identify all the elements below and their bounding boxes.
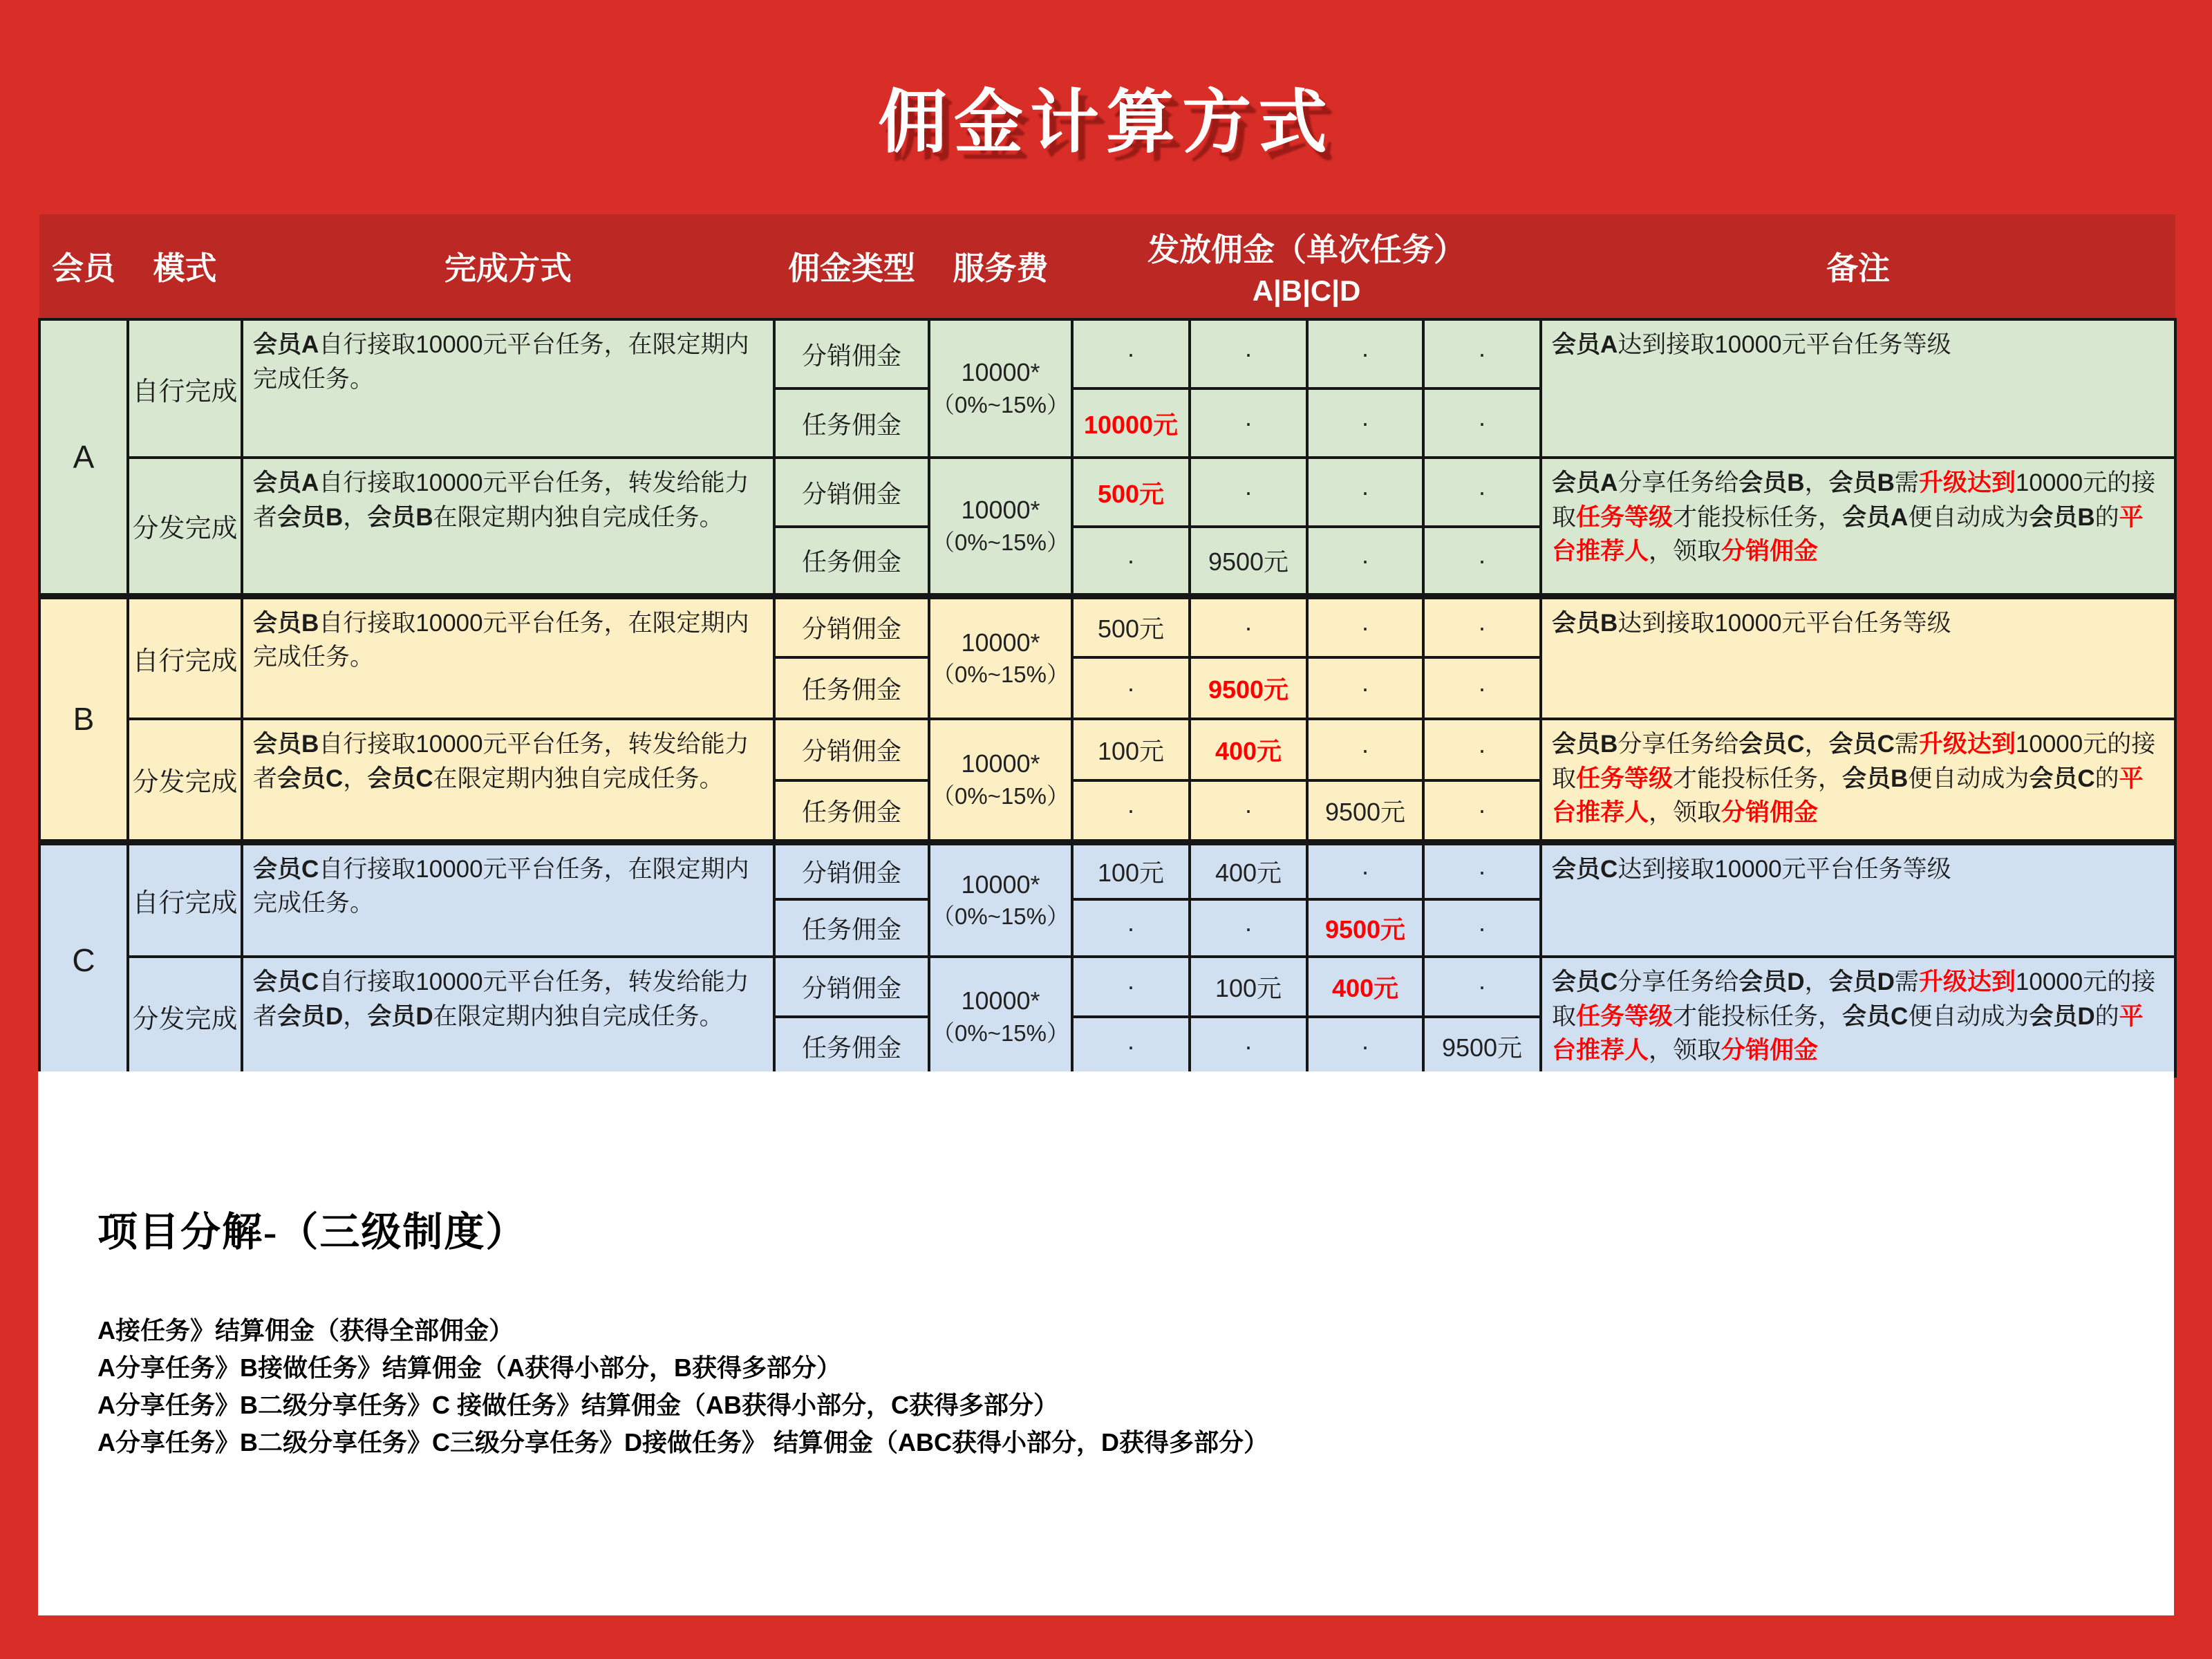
payout-cell-d: · — [1423, 719, 1541, 780]
payout-cell-d: · — [1423, 388, 1541, 458]
breakdown-line: A分享任务》B二级分享任务》C三级分享任务》D接做任务》 结算佣金（ABC获得小部分，D获得多部分） — [97, 1428, 1268, 1456]
service-fee-cell — [929, 842, 1072, 957]
service-fee-cell — [929, 458, 1072, 596]
payout-cell-b: 400元 — [1190, 719, 1307, 780]
payout-cell-d: · — [1423, 842, 1541, 899]
payout-cell-a: · — [1072, 527, 1190, 596]
payout-cell-b: · — [1190, 596, 1307, 657]
breakdown-list — [97, 1312, 1268, 1461]
payout-cell-d: · — [1423, 899, 1541, 957]
method-cell: 会员B自行接取10000元平台任务，转发给能力者会员C，会员C在限定期内独自完成任务。 — [242, 719, 774, 842]
member-cell-c: C — [39, 842, 128, 1076]
remark-cell: 会员C达到接取10000元平台任务等级 — [1541, 842, 2175, 957]
payout-cell-c: · — [1307, 1017, 1423, 1077]
fee-line2: （0%~15%） — [931, 392, 1069, 418]
payout-cell-a: · — [1072, 957, 1190, 1017]
breakdown-line: A接任务》结算佣金（获得全部佣金） — [97, 1316, 514, 1344]
payout-cell-c: · — [1307, 596, 1423, 657]
header-method: 完成方式 — [242, 214, 774, 319]
member-cell-b: B — [39, 596, 128, 842]
method-cell: 会员A自行接取10000元平台任务，在限定期内完成任务。 — [242, 319, 774, 458]
fee-line1: 10000* — [961, 749, 1040, 778]
payout-cell-a: · — [1072, 780, 1190, 842]
table-row — [39, 719, 2175, 780]
payout-cell-b: 9500元 — [1190, 657, 1307, 719]
fee-line1: 10000* — [961, 986, 1040, 1015]
fee-line1: 10000* — [961, 496, 1040, 525]
header-service-fee: 服务费 — [929, 214, 1072, 319]
payout-cell-b: 400元 — [1190, 842, 1307, 899]
service-fee-cell — [929, 957, 1072, 1076]
header-member: 会员 — [39, 214, 128, 319]
header-payout-title: 发放佣金（单次任务） — [1147, 232, 1465, 268]
fee-line2: （0%~15%） — [931, 903, 1069, 930]
fee-line1: 10000* — [961, 628, 1040, 657]
breakdown-panel — [38, 1071, 2174, 1615]
mode-cell: 分发完成 — [128, 957, 242, 1076]
commission-type-cell: 任务佣金 — [774, 527, 929, 596]
remark-cell: 会员B分享任务给会员C，会员C需升级达到10000元的接取任务等级才能投标任务，会员B便自动成为会员C的平台推荐人，领取分销佣金 — [1541, 719, 2175, 842]
payout-cell-c: · — [1307, 319, 1423, 388]
remark-cell: 会员A达到接取10000元平台任务等级 — [1541, 319, 2175, 458]
page-title: 佣金计算方式 — [878, 84, 1334, 161]
fee-line1: 10000* — [961, 358, 1040, 387]
payout-cell-d: · — [1423, 458, 1541, 527]
commission-type-cell: 任务佣金 — [774, 899, 929, 957]
member-cell-a: A — [39, 319, 128, 596]
fee-line1: 10000* — [961, 870, 1040, 899]
commission-table — [38, 214, 2174, 1078]
table-row — [39, 842, 2175, 899]
mode-cell: 分发完成 — [128, 458, 242, 596]
payout-cell-b: · — [1190, 388, 1307, 458]
payout-cell-b: · — [1190, 458, 1307, 527]
payout-cell-a: · — [1072, 319, 1190, 388]
commission-type-cell: 分销佣金 — [774, 458, 929, 527]
payout-cell-b: · — [1190, 319, 1307, 388]
commission-type-cell: 分销佣金 — [774, 319, 929, 388]
breakdown-line: A分享任务》B接做任务》结算佣金（A获得小部分，B获得多部分） — [97, 1353, 841, 1382]
mode-cell: 自行完成 — [128, 319, 242, 458]
mode-cell: 自行完成 — [128, 596, 242, 719]
table-row — [39, 458, 2175, 527]
payout-cell-c: · — [1307, 527, 1423, 596]
remark-cell: 会员A分享任务给会员B，会员B需升级达到10000元的接取任务等级才能投标任务，会员A便自动成为会员B的平台推荐人，领取分销佣金 — [1541, 458, 2175, 596]
payout-cell-d: 9500元 — [1423, 1017, 1541, 1077]
commission-type-cell: 分销佣金 — [774, 719, 929, 780]
payout-cell-d: · — [1423, 657, 1541, 719]
header-commission-type: 佣金类型 — [774, 214, 929, 319]
remark-cell: 会员C分享任务给会员D，会员D需升级达到10000元的接取任务等级才能投标任务，会员C便自动成为会员D的平台推荐人，领取分销佣金 — [1541, 957, 2175, 1076]
payout-cell-d: · — [1423, 596, 1541, 657]
header-payout-columns: A|B|C|D — [1252, 274, 1361, 307]
payout-cell-b: 9500元 — [1190, 527, 1307, 596]
mode-cell: 分发完成 — [128, 719, 242, 842]
payout-cell-d: · — [1423, 957, 1541, 1017]
remark-cell: 会员B达到接取10000元平台任务等级 — [1541, 596, 2175, 719]
service-fee-cell — [929, 719, 1072, 842]
payout-cell-a: 500元 — [1072, 458, 1190, 527]
fee-line2: （0%~15%） — [931, 782, 1069, 809]
payout-cell-a: 100元 — [1072, 719, 1190, 780]
fee-line2: （0%~15%） — [931, 1020, 1069, 1046]
commission-type-cell: 任务佣金 — [774, 388, 929, 458]
payout-cell-c: · — [1307, 719, 1423, 780]
method-cell: 会员C自行接取10000元平台任务，在限定期内完成任务。 — [242, 842, 774, 957]
breakdown-heading: 项目分解-（三级制度） — [97, 1210, 527, 1255]
payout-cell-d: · — [1423, 780, 1541, 842]
payout-cell-c: · — [1307, 657, 1423, 719]
commission-type-cell: 任务佣金 — [774, 657, 929, 719]
commission-type-cell: 任务佣金 — [774, 780, 929, 842]
payout-cell-a: · — [1072, 899, 1190, 957]
payout-cell-c: 400元 — [1307, 957, 1423, 1017]
payout-cell-b: · — [1190, 899, 1307, 957]
payout-cell-a: 10000元 — [1072, 388, 1190, 458]
payout-cell-b: 100元 — [1190, 957, 1307, 1017]
payout-cell-a: · — [1072, 657, 1190, 719]
fee-line2: （0%~15%） — [931, 662, 1069, 688]
table-row — [39, 596, 2175, 657]
payout-cell-b: · — [1190, 1017, 1307, 1077]
payout-cell-c: · — [1307, 842, 1423, 899]
service-fee-cell — [929, 596, 1072, 719]
payout-cell-c: · — [1307, 458, 1423, 527]
payout-cell-a: · — [1072, 1017, 1190, 1077]
table-row — [39, 957, 2175, 1017]
header-mode: 模式 — [128, 214, 242, 319]
commission-type-cell: 分销佣金 — [774, 957, 929, 1017]
commission-type-cell: 分销佣金 — [774, 842, 929, 899]
commission-type-cell: 任务佣金 — [774, 1017, 929, 1077]
method-cell: 会员B自行接取10000元平台任务，在限定期内完成任务。 — [242, 596, 774, 719]
payout-cell-c: · — [1307, 388, 1423, 458]
payout-cell-a: 100元 — [1072, 842, 1190, 899]
payout-cell-b: · — [1190, 780, 1307, 842]
table-header-row — [39, 214, 2175, 319]
payout-cell-a: 500元 — [1072, 596, 1190, 657]
payout-cell-d: · — [1423, 527, 1541, 596]
method-cell: 会员C自行接取10000元平台任务，转发给能力者会员D，会员D在限定期内独自完成任务。 — [242, 957, 774, 1076]
method-cell: 会员A自行接取10000元平台任务，转发给能力者会员B，会员B在限定期内独自完成任务。 — [242, 458, 774, 596]
payout-cell-c: 9500元 — [1307, 899, 1423, 957]
payout-cell-c: 9500元 — [1307, 780, 1423, 842]
header-payout — [1072, 214, 1541, 319]
commission-type-cell: 分销佣金 — [774, 596, 929, 657]
header-remark: 备注 — [1541, 214, 2175, 319]
mode-cell: 自行完成 — [128, 842, 242, 957]
service-fee-cell — [929, 319, 1072, 458]
fee-line2: （0%~15%） — [931, 529, 1069, 555]
payout-cell-d: · — [1423, 319, 1541, 388]
breakdown-line: A分享任务》B二级分享任务》C 接做任务》结算佣金（AB获得小部分，C获得多部分） — [97, 1391, 1058, 1419]
table-row — [39, 319, 2175, 388]
